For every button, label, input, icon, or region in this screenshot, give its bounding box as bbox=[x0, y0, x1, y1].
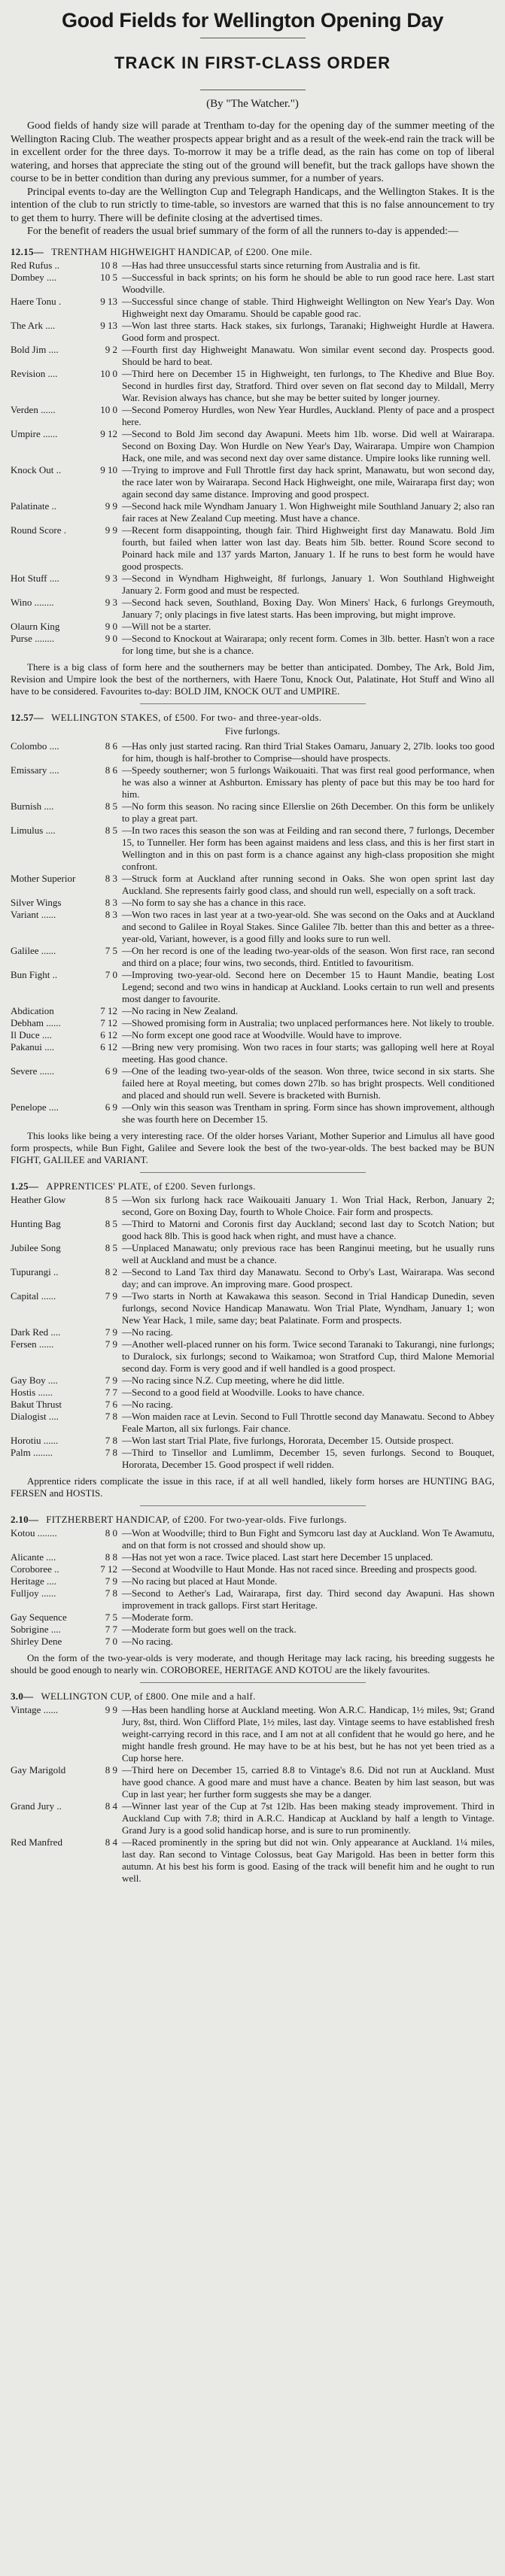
horse-name: Limulus .... bbox=[11, 824, 56, 836]
horse-weight: 9 3 bbox=[105, 596, 117, 608]
horse-form: —Trying to improve and Full Throttle first day hack sprint, Manawatu, but won second day, the race later won by Wairarapa. Second Hack Highweight, one mile, Wairarapa first day; won again second day same distance. Improving and good prospect. bbox=[122, 463, 494, 500]
horse-weight: 8 6 bbox=[105, 764, 117, 776]
race-separator bbox=[140, 703, 366, 704]
horse-weight: 9 3 bbox=[105, 572, 117, 584]
horse-form: —Improving two-year-old. Second here on December 15 to Haunt Mandie, beating Lost Legend; second and two wins in handicap at Auckland. Looks certain to run well and presents most danger to favourite. bbox=[122, 968, 494, 1004]
horse-form: —Second to Aether's Lad, Wairarapa, first day. Third second day Awapuni. Has shown improvement in track gallops. First start Heritage. bbox=[122, 1587, 494, 1611]
horse-entry bbox=[11, 1387, 494, 1399]
horse-form: —One of the leading two-year-olds of the season. Won three, twice second in six starts. She failed here at Royal meeting, but comes down 27lb. so has bright prospects. Well conditioned and placed and should run well. Severe is bracketed with Burnish. bbox=[122, 1065, 494, 1101]
horse-form: —Third here on December 15 in Highweight, ten furlongs, to The Khedive and Blue Boy. Second in hurdles first day, Stratford. Third over seven on flat second day to Mildall, Merry War. Revision always has chance, but she may be better suited by longer journey. bbox=[122, 367, 494, 403]
horse-name: Gay Boy .... bbox=[11, 1374, 58, 1386]
horse-entry bbox=[11, 909, 494, 945]
horse-form: —Winner last year of the Cup at 7st 12lb. Has been making steady improvement. Third in Auckland Cup with 7.8; third in A.R.C. Handicap at Auckland by half a length to Vintage. Grand Jury is a good solid handicap horse, and is sure to run prominently. bbox=[122, 1800, 494, 1836]
horse-form: —Bring new very promising. Won two races in four starts; was galloping well here at Royal meeting. Has good chance. bbox=[122, 1040, 494, 1065]
horse-weight: 9 12 bbox=[100, 427, 117, 439]
race-time: 2.10— bbox=[11, 1513, 39, 1525]
horse-weight: 7 0 bbox=[105, 968, 117, 980]
horse-name: Debham ...... bbox=[11, 1016, 61, 1028]
horse-weight: 7 7 bbox=[105, 1386, 117, 1398]
horse-entry bbox=[11, 1242, 494, 1266]
horse-weight: 7 9 bbox=[105, 1575, 117, 1587]
horse-form: —Will not be a starter. bbox=[122, 620, 211, 632]
race-title: WELLINGTON CUP, of £800. One mile and a half. bbox=[41, 1690, 256, 1702]
horse-weight: 7 9 bbox=[105, 1338, 117, 1350]
horse-name: Hunting Bag bbox=[11, 1217, 61, 1229]
horse-entry bbox=[11, 1435, 494, 1447]
horse-entry bbox=[11, 1411, 494, 1435]
horse-name: Gay Marigold bbox=[11, 1763, 66, 1776]
horse-form: —No racing. bbox=[122, 1398, 173, 1410]
horse-weight: 9 0 bbox=[105, 620, 117, 632]
horse-entry bbox=[11, 1447, 494, 1471]
race-title: FITZHERBERT HANDICAP, of £200. For two-year-olds. Five furlongs. bbox=[46, 1513, 347, 1525]
horse-entry bbox=[11, 1636, 494, 1648]
horse-form: —Has only just started racing. Ran third Trial Stakes Oamaru, January 2, 27lb. looks too good for him, though is half-brother to Comprise—should have prospects. bbox=[122, 740, 494, 764]
horse-entry bbox=[11, 969, 494, 1005]
horse-name: Grand Jury .. bbox=[11, 1800, 62, 1812]
horse-name: Pakanui .... bbox=[11, 1040, 55, 1053]
horse-weight: 9 13 bbox=[100, 295, 117, 307]
horse-weight: 7 5 bbox=[105, 944, 117, 956]
horse-name: Revision .... bbox=[11, 367, 58, 379]
horse-name: Severe ...... bbox=[11, 1065, 55, 1077]
horse-name: Knock Out .. bbox=[11, 463, 62, 475]
horse-entry bbox=[11, 597, 494, 621]
horse-name: Tupurangi .. bbox=[11, 1265, 59, 1277]
horse-entry bbox=[11, 368, 494, 404]
horse-name: Sobrigine .... bbox=[11, 1623, 61, 1635]
horse-form: —Won last start Trial Plate, five furlongs, Hororata, December 15. Outside prospect. bbox=[122, 1434, 454, 1446]
horse-weight: 8 4 bbox=[105, 1836, 117, 1848]
horse-weight: 7 6 bbox=[105, 1398, 117, 1410]
race-heading bbox=[11, 1690, 494, 1703]
horse-form: —On her record is one of the leading two-year-olds of the season. Won first race, ran second and third on a place; four wins, two seconds, third. Entitled to favouritism. bbox=[122, 944, 494, 968]
horse-name: Bold Jim .... bbox=[11, 343, 59, 355]
race-section bbox=[11, 712, 494, 1173]
horse-form: —Speedy southerner; won 5 furlongs Waikouaiti. That was first real good performance, when he was also a winner at Ashburton. Emissary has plenty of pace but this may be too hard for him. bbox=[122, 764, 494, 800]
horse-form: —Has been handling horse at Auckland meeting. Won A.R.C. Handicap, 1½ miles, 9st; Grand Jury, 8st, third. Won Clifford Plate, 1½ miles, last day. Vintage seems to have established fresh weight-carrying record in this race, and I am not at all confident that he would go here, and he might handle fresh ground. He may have to be at his best, but he has not yet been tried as a Cup horse here. bbox=[122, 1703, 494, 1763]
horse-weight: 7 8 bbox=[105, 1410, 117, 1422]
horse-form: —Struck form at Auckland after running second in Oaks. She won open sprint last day Auckland. She represents fairly good class, and should run well, especially on a soft track. bbox=[122, 872, 494, 896]
race-separator bbox=[140, 1505, 366, 1506]
horse-entry bbox=[11, 573, 494, 597]
horse-name: Horotiu ...... bbox=[11, 1434, 59, 1446]
horse-form: —No racing in New Zealand. bbox=[122, 1004, 239, 1016]
race-time: 1.25— bbox=[11, 1180, 39, 1192]
horse-weight: 10 5 bbox=[100, 271, 117, 283]
race-time: 3.0— bbox=[11, 1690, 34, 1702]
horse-entry bbox=[11, 1194, 494, 1218]
horse-form: —Raced prominently in the spring but did not win. Only appearance at Auckland. 1¼ miles, last day. Ran second to Vintage Colossus, beat Gay Marigold. Has been in better form this autumn. At his best his form is good. Easing of the track will benefit him and he ought to run well. bbox=[122, 1836, 494, 1884]
horse-entry bbox=[11, 1624, 494, 1636]
horse-weight: 8 9 bbox=[105, 1763, 117, 1776]
horse-entry bbox=[11, 1575, 494, 1587]
horse-name: Shirley Dene bbox=[11, 1635, 62, 1647]
horse-name: Dark Red .... bbox=[11, 1326, 61, 1338]
races-list bbox=[11, 246, 494, 1885]
horse-entry bbox=[11, 320, 494, 344]
horse-name: Coroboree .. bbox=[11, 1563, 59, 1575]
horse-entry bbox=[11, 873, 494, 897]
horse-name: Fersen ...... bbox=[11, 1338, 54, 1350]
race-separator bbox=[140, 1172, 366, 1173]
horse-name: Heritage .... bbox=[11, 1575, 57, 1587]
horse-name: Kotou ........ bbox=[11, 1526, 57, 1539]
horse-weight: 7 7 bbox=[105, 1623, 117, 1635]
horse-name: Red Rufus .. bbox=[11, 259, 59, 271]
horse-entry bbox=[11, 1029, 494, 1041]
horse-weight: 7 8 bbox=[105, 1587, 117, 1599]
horse-weight: 10 0 bbox=[100, 367, 117, 379]
horse-weight: 10 8 bbox=[100, 259, 117, 271]
race-heading bbox=[11, 1514, 494, 1526]
intro-paragraph: Principal events to-day are the Wellington Cup and Telegraph Handicaps, and the Wellington Stakes. It is the intention of the club to run strictly to time-table, so investors are warned that this is no false announcement to try to get them to hurry. There will be definite closing at the advertised times. bbox=[11, 186, 494, 224]
horse-entry bbox=[11, 500, 494, 524]
byline: (By "The Watcher.") bbox=[206, 98, 299, 110]
race-heading bbox=[11, 712, 494, 724]
horse-name: Galilee ...... bbox=[11, 944, 56, 956]
horse-form: —Moderate form. bbox=[122, 1611, 193, 1623]
horse-form: —Second Pomeroy Hurdles, won New Year Hurdles, Auckland. Plenty of pace and a prospect here. bbox=[122, 403, 494, 427]
race-section bbox=[11, 1690, 494, 1885]
horse-weight: 7 0 bbox=[105, 1635, 117, 1647]
horse-weight: 9 10 bbox=[100, 463, 117, 475]
horse-weight: 10 0 bbox=[100, 403, 117, 415]
race-section bbox=[11, 1514, 494, 1683]
horse-entry bbox=[11, 1326, 494, 1338]
horse-form: —Won two races in last year at a two-year-old. She was second on the Oaks and at Auckland and second to Galilee in Royal Stakes. Since Galilee 7lb. better than this and better as a three-year-old, Variant, however, is a good filly and looks sure to run well. bbox=[122, 908, 494, 944]
horse-name: Bakut Thrust bbox=[11, 1398, 62, 1410]
race-summary: Apprentice riders complicate the issue in this race, if at all well handled, likely form horses are HUNTING BAG, FERSEN and HOSTIS. bbox=[11, 1475, 494, 1499]
horse-entry bbox=[11, 464, 494, 500]
horse-name: The Ark .... bbox=[11, 319, 56, 331]
race-section bbox=[11, 246, 494, 704]
horse-entry bbox=[11, 825, 494, 873]
horse-entry bbox=[11, 404, 494, 428]
horse-form: —Successful in back sprints; on his form he should be able to run good race here. Last start Woodville. bbox=[122, 271, 494, 295]
horse-entry bbox=[11, 1587, 494, 1612]
race-summary: This looks like being a very interesting race. Of the older horses Variant, Mother Superior and Limulus all have good form prospects, while Bun Fight, Galilee and Severe look the best of the two-year-olds. The best backed may be BUN FIGHT, GALILEE and VARIANT. bbox=[11, 1129, 494, 1165]
horse-form: —Won last three starts. Hack stakes, six furlongs, Taranaki; Highweight Hurdle at Hawera. Good form and prospect. bbox=[122, 319, 494, 343]
race-section bbox=[11, 1180, 494, 1506]
horse-weight: 8 4 bbox=[105, 1800, 117, 1812]
horse-form: —Second hack seven, Southland, Boxing Day. Won Miners' Hack, 6 furlongs Greymouth, January 7; only placings in five latest starts. Has been improving, but might improve. bbox=[122, 596, 494, 620]
horse-weight: 9 2 bbox=[105, 343, 117, 355]
horse-entry bbox=[11, 1551, 494, 1563]
horse-weight: 8 3 bbox=[105, 896, 117, 908]
horse-form: —Second to a good field at Woodville. Looks to have chance. bbox=[122, 1386, 365, 1398]
horse-name: Penelope .... bbox=[11, 1101, 59, 1113]
horse-entry bbox=[11, 800, 494, 825]
horse-entry bbox=[11, 1101, 494, 1125]
horse-form: —Second in Wyndham Highweight, 8f furlongs, January 1. Won Southland Highweight January 2. Form good and must be respected. bbox=[122, 572, 494, 596]
horse-entry bbox=[11, 296, 494, 320]
race-time: 12.15— bbox=[11, 245, 44, 257]
horse-entry bbox=[11, 1338, 494, 1375]
horse-name: Capital ...... bbox=[11, 1290, 56, 1302]
horse-entry bbox=[11, 1065, 494, 1101]
horse-form: —In two races this season the son was at Feilding and ran second there, 7 furlongs, December 15, to Tunneller. Her form has been against maidens and less class, and this is her first start in Wellington and in this on past form is a chance against any high-class proposition she might confront. bbox=[122, 824, 494, 872]
intro bbox=[11, 120, 494, 238]
horse-form: —Second to Bold Jim second day Awapuni. Meets him 1lb. worse. Did well at Wairarapa. Second on Boxing Day. Won Hurdle on New Year's Day, Wairarapa. Umpire won Champion Hack, one mile, and was second next day over same distance. Umpire looks like running well. bbox=[122, 427, 494, 463]
horse-name: Palm ........ bbox=[11, 1446, 53, 1458]
horse-form: —Successful since change of stable. Third Highweight Wellington on New Year's Day. Won Highweight next day Omaramu. Should be capable good rac. bbox=[122, 295, 494, 319]
horse-entry bbox=[11, 260, 494, 272]
race-subtitle: Five furlongs. bbox=[225, 724, 280, 737]
horse-form: —Another well-placed runner on his form. Twice second Taranaki to Takurangi, nine furlongs; to Duralock, six furlongs; second to Waikamoa; won Stratford Cup, third Malone Memorial second day. Form is very good and if well handled is a good prospect. bbox=[122, 1338, 494, 1374]
horse-weight: 7 12 bbox=[100, 1563, 117, 1575]
horse-name: Verden ...... bbox=[11, 403, 56, 415]
horse-form: —Second to Knockout at Wairarapa; only recent form. Comes in 3lb. better. Hasn't won a race for long time, but she is a chance. bbox=[122, 632, 494, 656]
race-title: APPRENTICES' PLATE, of £200. Seven furlongs. bbox=[46, 1180, 256, 1192]
horse-name: Fulljoy ...... bbox=[11, 1587, 56, 1599]
subhead: TRACK IN FIRST-CLASS ORDER bbox=[114, 53, 391, 72]
horse-name: Round Score . bbox=[11, 524, 67, 536]
horse-form: —Third to Tinsellor and Lumlimm, December 15, seven furlongs. Second to Bouquet, Hororata, December 15. Good prospect if well ridden. bbox=[122, 1446, 494, 1470]
horse-form: —Only win this season was Trentham in spring. Form since has shown improvement, although she was fourth here on December 15. bbox=[122, 1101, 494, 1125]
horse-weight: 8 3 bbox=[105, 908, 117, 920]
horse-form: —Won six furlong hack race Waikouaiti January 1. Won Trial Hack, Rerbon, January 2; second, Gore on Boxing Day, fourth to Whole Choice. Fair form and prospects. bbox=[122, 1193, 494, 1217]
horse-name: Hostis ...... bbox=[11, 1386, 53, 1398]
horse-form: —Won at Woodville; third to Bun Fight and Symcoru last day at Auckland. Won Te Awamutu, and on that form is not crossed and should show up. bbox=[122, 1526, 494, 1551]
horse-name: Heather Glow bbox=[11, 1193, 66, 1205]
horse-weight: 9 13 bbox=[100, 319, 117, 331]
horse-entry bbox=[11, 1563, 494, 1575]
intro-paragraph: Good fields of handy size will parade at Trentham to-day for the opening day of the summer meeting of the Wellington Racing Club. The weather prospects appear bright and as a result of the week-end rain the track will be in excellent order for the three days. To-morrow it may be a trifle dead, as the rain has come on top of liberal watering, and horses that appreciate the sting out of the ground will benefit, but the track gallops have shown the course to be in better condition than during any previous summer, for a number of years. bbox=[11, 120, 494, 184]
horse-entry bbox=[11, 1704, 494, 1764]
horse-weight: 9 9 bbox=[105, 524, 117, 536]
intro-paragraph: For the benefit of readers the usual brief summary of the form of all the runners to-day is appended:— bbox=[27, 226, 459, 237]
horse-entry bbox=[11, 344, 494, 368]
horse-form: —Third here on December 15, carried 8.8 to Vintage's 8.6. Did not run at Auckland. Must have good chance. A good mare and must have a chance. Beaten by him last season, but was Cup in last year; her further form suggests she may be a danger. bbox=[122, 1763, 494, 1800]
horse-name: Dialogist .... bbox=[11, 1410, 59, 1422]
horse-form: —Won maiden race at Levin. Second to Full Throttle second day Manawatu. Second to Abbey Feale Marton, all six furlongs. Fair chance. bbox=[122, 1410, 494, 1434]
horse-weight: 8 5 bbox=[105, 1217, 117, 1229]
horse-entry bbox=[11, 1612, 494, 1624]
horse-form: —Has not yet won a race. Twice placed. Last start here December 15 unplaced. bbox=[122, 1551, 434, 1563]
horse-name: Variant ...... bbox=[11, 908, 56, 920]
horse-entry bbox=[11, 945, 494, 969]
horse-name: Abdication bbox=[11, 1004, 54, 1016]
horse-weight: 8 5 bbox=[105, 800, 117, 812]
horse-name: Hot Stuff .... bbox=[11, 572, 59, 584]
horse-form: —No racing since N.Z. Cup meeting, where he did little. bbox=[122, 1374, 345, 1386]
horse-form: —No form except one good race at Woodville. Would have to improve. bbox=[122, 1028, 402, 1040]
horse-entry bbox=[11, 428, 494, 464]
horse-weight: 7 8 bbox=[105, 1446, 117, 1458]
horse-name: Jubilee Song bbox=[11, 1241, 61, 1253]
horse-entry bbox=[11, 1266, 494, 1290]
horse-name: Wino ........ bbox=[11, 596, 54, 608]
horse-name: Mother Superior bbox=[11, 872, 76, 884]
horse-weight: 8 5 bbox=[105, 1193, 117, 1205]
race-title: WELLINGTON STAKES, of £500. For two- and three-year-olds. bbox=[51, 711, 322, 723]
horse-weight: 9 0 bbox=[105, 632, 117, 644]
horse-form: —No racing. bbox=[122, 1326, 173, 1338]
horse-entry bbox=[11, 1375, 494, 1387]
horse-weight: 9 9 bbox=[105, 1703, 117, 1715]
race-title: TRENTHAM HIGHWEIGHT HANDICAP, of £200. One mile. bbox=[51, 245, 312, 257]
horse-entry bbox=[11, 621, 494, 633]
horse-weight: 8 3 bbox=[105, 872, 117, 884]
horse-form: —Second hack mile Wyndham January 1. Won Highweight mile Southland January 2; also ran fair races at New Zealand Cup meeting. Must have a chance. bbox=[122, 500, 494, 524]
horse-weight: 8 5 bbox=[105, 1241, 117, 1253]
horse-form: —Recent form disappointing, though fair. Third Highweight first day Manawatu. Bold Jim fourth, but failed when latter won last day. Beats him 5lb. better. Round Score second to Poinard hack mile and 137 yards Marton, January 1. If he runs to best form he would have good prospects. bbox=[122, 524, 494, 572]
horse-name: Alicante .... bbox=[11, 1551, 56, 1563]
horse-form: —Second to Land Tax third day Manawatu. Second to Orby's Last, Wairarapa. Was second day; and can improve. An improving mare. Good prospect. bbox=[122, 1265, 494, 1290]
horse-weight: 7 9 bbox=[105, 1374, 117, 1386]
horse-entry bbox=[11, 897, 494, 909]
race-separator bbox=[140, 1682, 366, 1683]
horse-form: —Showed promising form in Australia; two unplaced performances here. Not likely to trouble. bbox=[122, 1016, 494, 1028]
horse-weight: 7 12 bbox=[100, 1016, 117, 1028]
horse-name: Burnish .... bbox=[11, 800, 54, 812]
horse-weight: 8 5 bbox=[105, 824, 117, 836]
horse-weight: 7 9 bbox=[105, 1326, 117, 1338]
headline: Good Fields for Wellington Opening Day bbox=[61, 9, 444, 32]
horse-weight: 8 6 bbox=[105, 740, 117, 752]
horse-name: Haere Tonu . bbox=[11, 295, 62, 307]
horse-weight: 6 12 bbox=[100, 1028, 117, 1040]
horse-entry bbox=[11, 272, 494, 296]
horse-weight: 9 9 bbox=[105, 500, 117, 512]
horse-entry bbox=[11, 1041, 494, 1065]
horse-weight: 7 12 bbox=[100, 1004, 117, 1016]
horse-weight: 7 8 bbox=[105, 1434, 117, 1446]
horse-entry bbox=[11, 1017, 494, 1029]
horse-name: Gay Sequence bbox=[11, 1611, 67, 1623]
horse-name: Palatinate .. bbox=[11, 500, 57, 512]
horse-name: Vintage ...... bbox=[11, 1703, 59, 1715]
horse-entry bbox=[11, 1800, 494, 1836]
horse-weight: 7 9 bbox=[105, 1290, 117, 1302]
horse-name: Dombey .... bbox=[11, 271, 57, 283]
horse-name: Red Manfred bbox=[11, 1836, 62, 1848]
horse-name: Il Duce .... bbox=[11, 1028, 52, 1040]
horse-entry bbox=[11, 1005, 494, 1017]
horse-entry bbox=[11, 524, 494, 573]
horse-form: —Has had three unsuccessful starts since returning from Australia and is fit. bbox=[122, 259, 421, 271]
horse-weight: 6 9 bbox=[105, 1101, 117, 1113]
horse-name: Olaurn King bbox=[11, 620, 60, 632]
horse-name: Silver Wings bbox=[11, 896, 62, 908]
horse-weight: 8 0 bbox=[105, 1526, 117, 1539]
race-summary: There is a big class of form here and the southerners may be better than anticipated. Dombey, The Ark, Bold Jim, Revision and Umpire look the best of the northerners, with Haere Tonu, Knock Out, Palatinate, Hot Stuff and Wino all have to be considered. Favourites to-day: BOLD JIM, KNOCK OUT and UMPIRE. bbox=[11, 661, 494, 697]
horse-weight: 8 8 bbox=[105, 1551, 117, 1563]
horse-form: —No racing. bbox=[122, 1635, 173, 1647]
horse-entry bbox=[11, 633, 494, 657]
horse-form: —No racing but placed at Haut Monde. bbox=[122, 1575, 278, 1587]
horse-entry bbox=[11, 1836, 494, 1885]
horse-entry bbox=[11, 1764, 494, 1800]
horse-entry bbox=[11, 1399, 494, 1411]
horse-entry bbox=[11, 1290, 494, 1326]
horse-form: —Two starts in North at Kawakawa this season. Second in Trial Handicap Dunedin, seven furlongs, second Novice Handicap Manawatu. Won Trial Plate, Wyndham, January 1; won New Year Hack, 1 mile, same day; beat Palatinate. Form and prospects. bbox=[122, 1290, 494, 1326]
horse-weight: 8 2 bbox=[105, 1265, 117, 1277]
horse-form: —Second at Woodville to Haut Monde. Has not raced since. Breeding and prospects good. bbox=[122, 1563, 477, 1575]
horse-name: Purse ........ bbox=[11, 632, 55, 644]
horse-entry bbox=[11, 740, 494, 764]
horse-form: —Moderate form but goes well on the track. bbox=[122, 1623, 297, 1635]
horse-weight: 7 5 bbox=[105, 1611, 117, 1623]
horse-form: —Third to Matorni and Coronis first day Auckland; second last day to Scotch Nation; but good hack 8lb. This is good hack when right, and must have a chance. bbox=[122, 1217, 494, 1241]
race-time: 12.57— bbox=[11, 711, 44, 723]
horse-weight: 6 12 bbox=[100, 1040, 117, 1053]
race-summary: On the form of the two-year-olds is very moderate, and though Heritage may lack racing, his breeding suggests he should be good enough to nearly win. COROBOREE, HERITAGE AND KOTOU are the likely favourites. bbox=[11, 1651, 494, 1675]
horse-entry bbox=[11, 764, 494, 800]
horse-form: —Unplaced Manawatu; only previous race has been Ranginui meeting, but he usually runs well at Auckland and must be a chance. bbox=[122, 1241, 494, 1265]
horse-entry bbox=[11, 1527, 494, 1551]
horse-name: Colombo .... bbox=[11, 740, 59, 752]
horse-form: —No form to say she has a chance in this race. bbox=[122, 896, 306, 908]
race-heading bbox=[11, 246, 494, 258]
horse-name: Emissary .... bbox=[11, 764, 59, 776]
horse-weight: 6 9 bbox=[105, 1065, 117, 1077]
horse-form: —Fourth first day Highweight Manawatu. Won similar event second day. Prospects good. Should be hard to beat. bbox=[122, 343, 494, 367]
race-heading bbox=[11, 1180, 494, 1192]
horse-name: Umpire ...... bbox=[11, 427, 58, 439]
horse-name: Bun Fight .. bbox=[11, 968, 58, 980]
horse-entry bbox=[11, 1218, 494, 1242]
horse-form: —No form this season. No racing since Ellerslie on 26th December. On this form be unlikely to play a great part. bbox=[122, 800, 494, 824]
